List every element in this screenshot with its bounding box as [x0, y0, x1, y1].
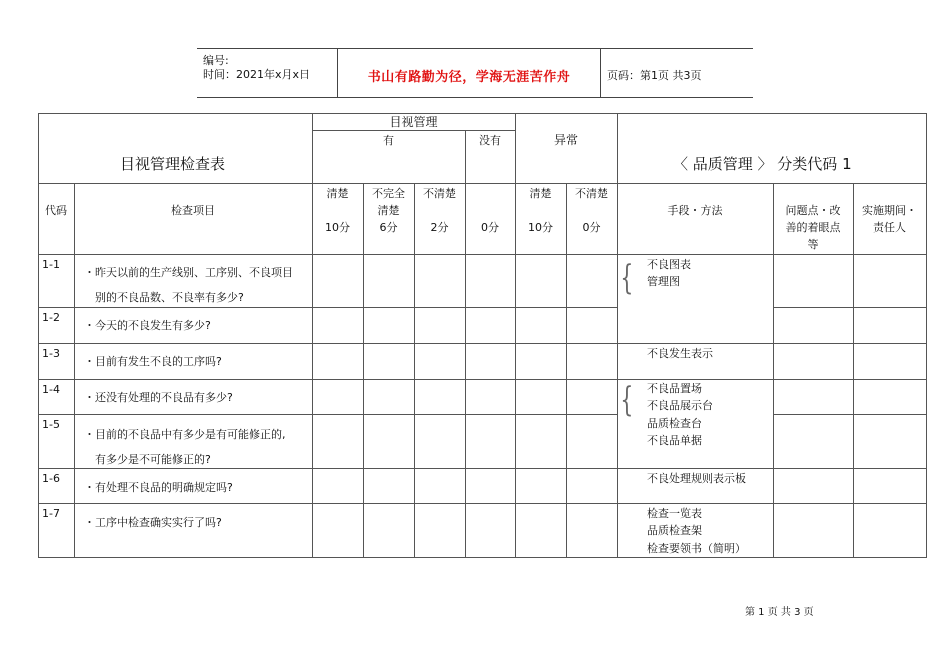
method-item: 不良品置场: [647, 382, 702, 395]
method-item: 检查一览表: [647, 507, 702, 520]
col-clear: 清楚: [326, 187, 349, 200]
score-abnormal-10: 10分: [528, 221, 553, 234]
method-item: 检查要领书（简明）: [647, 542, 746, 555]
grid-line: [566, 183, 567, 558]
grid-line: [38, 557, 927, 558]
col-unclear: 不清楚: [423, 187, 456, 200]
table-title: 目视管理检查表: [120, 155, 226, 173]
grid-line: [38, 113, 39, 558]
grid-line: [38, 343, 927, 344]
grid-line: [414, 183, 415, 558]
row-code: 1-2: [42, 311, 60, 324]
time-label: 时间：2021年x月x日: [203, 68, 311, 81]
col-incomplete: 不完全: [372, 187, 405, 200]
col-issue-2: 善的着眼点: [785, 221, 841, 234]
method-item: 不良品展示台: [647, 399, 713, 412]
row-item: ・目前的不良品中有多少是有可能修正的,: [84, 428, 286, 441]
brace-icon: {: [620, 258, 634, 298]
grid-line: [465, 130, 466, 558]
grid-line: [617, 113, 618, 558]
grid-line: [38, 379, 927, 380]
row-item: ・昨天以前的生产线别、工序别、不良项目: [84, 266, 293, 279]
grid-line: [74, 183, 75, 558]
col-period-2: 责任人: [873, 221, 906, 234]
grid-line: [773, 307, 927, 308]
page-info: 页码：第1页 共3页: [607, 69, 702, 82]
method-item: 不良品单据: [647, 434, 702, 447]
grid-line: [38, 183, 927, 184]
grid-line: [38, 414, 618, 415]
score-abnormal-0: 0分: [582, 221, 601, 234]
col-method: 手段・方法: [667, 204, 723, 217]
grid-line: [38, 307, 618, 308]
row-item: ・还没有处理的不良品有多少?: [84, 391, 233, 404]
number-label: 编号:: [203, 54, 229, 67]
col-incomplete-2: 清楚: [377, 204, 400, 217]
row-code: 1-1: [42, 258, 60, 271]
method-item: 品质检查架: [647, 524, 702, 537]
group-none: 没有: [479, 134, 501, 147]
motto-text: 书山有路勤为径，学海无涯苦作舟: [367, 70, 571, 85]
col-abnormal-unclear: 不清楚: [575, 187, 608, 200]
grid-line: [38, 503, 927, 504]
grid-line: [38, 468, 927, 469]
category-code: 〈 品质管理 〉 分类代码 1: [673, 155, 852, 173]
row-item: ・目前有发生不良的工序吗?: [84, 355, 222, 368]
method-item: 不良处理规则表示板: [647, 472, 746, 485]
row-item-cont: 别的不良品数、不良率有多少?: [95, 291, 244, 304]
col-code: 代码: [45, 204, 67, 217]
row-item: ・有处理不良品的明确规定吗?: [84, 481, 233, 494]
row-code: 1-7: [42, 507, 60, 520]
method-item: 品质检查台: [647, 417, 702, 430]
row-item: ・今天的不良发生有多少?: [84, 319, 211, 332]
grid-line: [853, 183, 854, 558]
col-abnormal-clear: 清楚: [529, 187, 552, 200]
row-code: 1-4: [42, 383, 60, 396]
score-6: 6分: [379, 221, 398, 234]
grid-line: [363, 183, 364, 558]
col-issue-3: 等: [807, 238, 819, 251]
grid-line: [38, 254, 927, 255]
row-code: 1-3: [42, 347, 60, 360]
group-has: 有: [383, 134, 394, 147]
brace-icon: {: [620, 380, 634, 420]
group-visual-management: 目视管理: [389, 115, 438, 129]
col-item: 检查项目: [171, 204, 215, 217]
method-item: 不良发生表示: [647, 347, 713, 360]
grid-line: [312, 113, 313, 558]
method-item: 不良图表: [647, 258, 691, 271]
row-item-cont: 有多少是不可能修正的?: [95, 453, 211, 466]
grid-line: [773, 414, 927, 415]
score-2: 2分: [430, 221, 449, 234]
grid-line: [515, 113, 516, 558]
col-issue: 问题点・改: [785, 204, 841, 217]
method-item: 管理图: [647, 275, 680, 288]
row-code: 1-5: [42, 418, 60, 431]
page-footer: 第 1 页 共 3 页: [745, 607, 814, 618]
group-abnormal: 异常: [553, 133, 578, 147]
row-code: 1-6: [42, 472, 60, 485]
row-item: ・工序中检查确实实行了吗?: [84, 516, 222, 529]
score-10: 10分: [325, 221, 350, 234]
col-period: 实施期间・: [862, 204, 917, 217]
grid-line: [926, 113, 927, 558]
score-0: 0分: [481, 221, 499, 234]
